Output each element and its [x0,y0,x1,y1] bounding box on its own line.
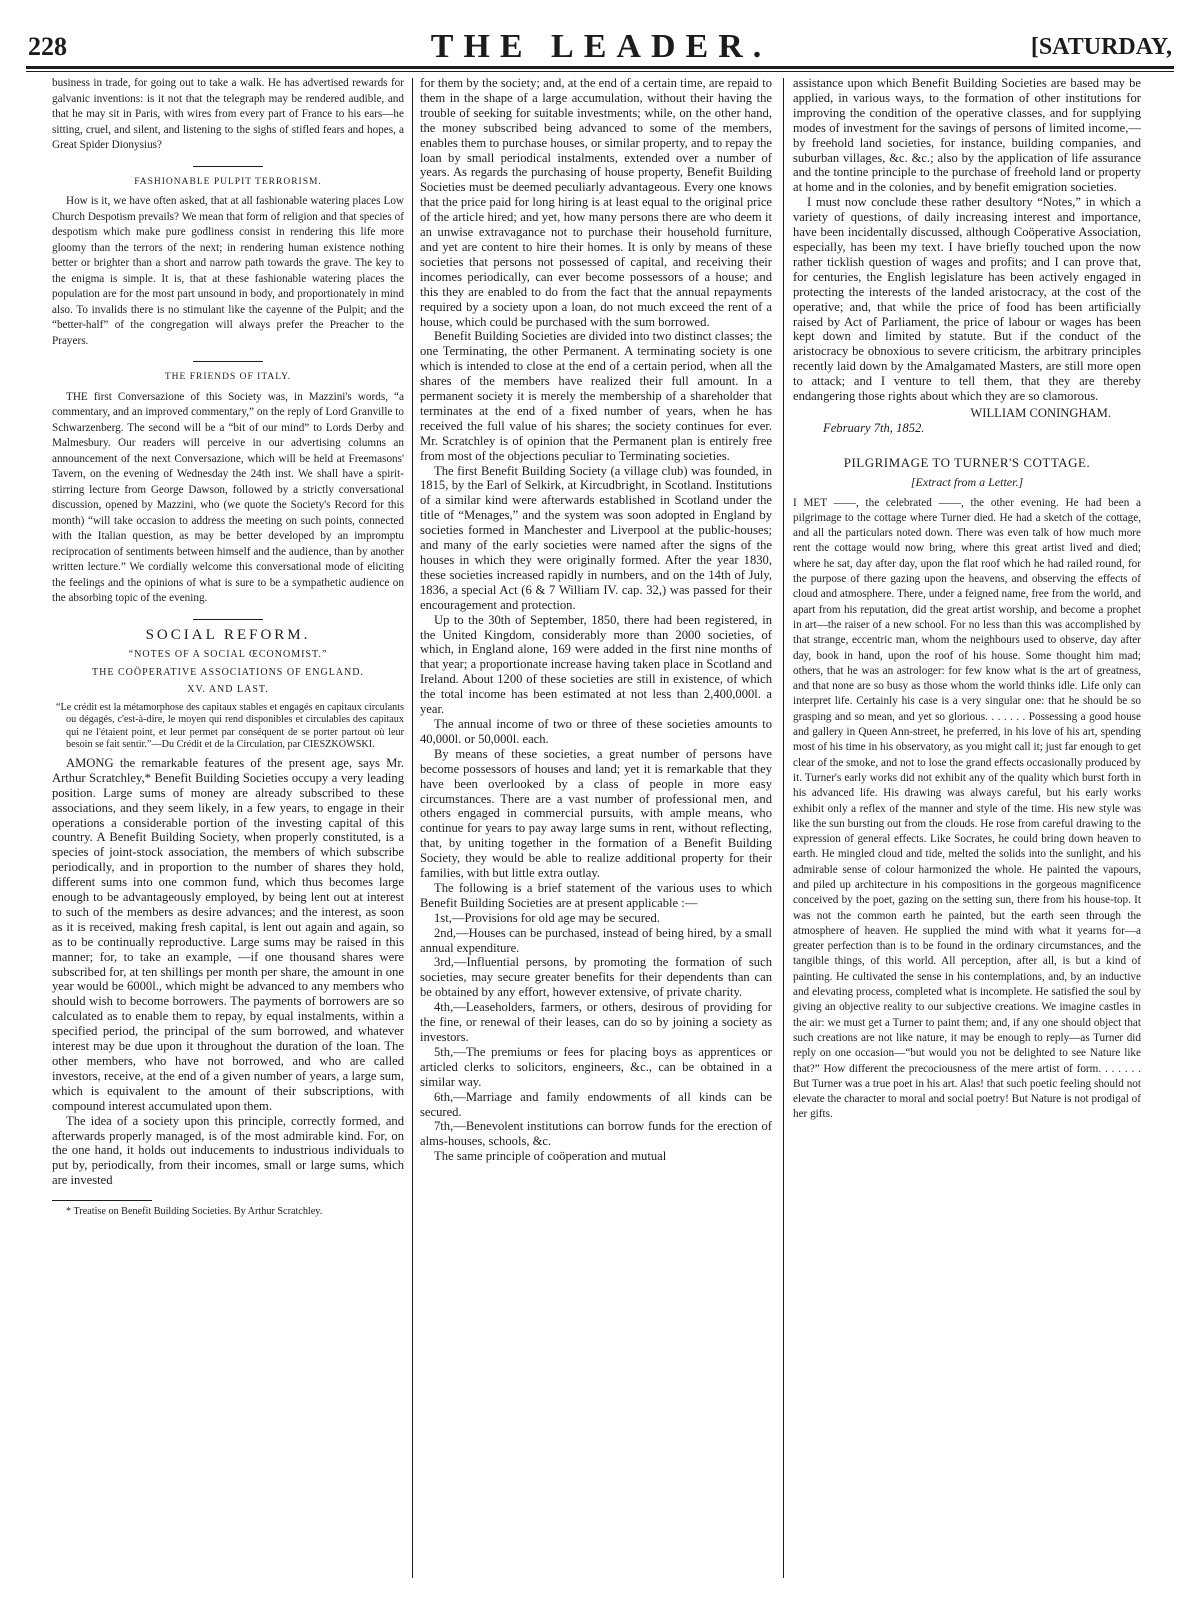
article-paragraph: THE first Conversazione of this Society was, in Mazzini's words, “a commentary, and an improved commentary,” on the reply of Lord Granville to Schwarzenberg. The second will be a “bit of our mind” to Lords Derby and Malmesbury. Our readers will perceive in our advertising columns an announcement of the next Conversazione, which will be held at Freemasons' Tavern, on the evening of Wednesday the 24th inst. We shall have a spirit-stirring lecture from George Dawson, followed by a strictly conversational discussion, opened by Mazzini, who (we quote the Society's Record for this month) “will take occasion to address the meeting on such points, connected with the Italian question, as may be better developed by an impromptu reciprocation of sentiments between himself and the audience, than by another written lecture.” We cordially welcome this conversational mode of eliciting the feelings and the opinions of what is sure to be a sympathetic audience on the absorbing topic of the evening. [52,390,404,604]
article-paragraph: for them by the society; and, at the end of a certain time, are repaid to them in the shape of a large accumulation, without their having the trouble of seeking for suitable investments; while, on the other hand, the money subscribed being advanced to some of the members, enables them to purchase houses, or similar property, and to repay the loan by small periodical instalments, extended over a number of years. As regards the purchasing of house property, Benefit Building Societies must be deemed peculiarly advantageous. Every one knows that the price paid for long hiring is at least equal to the original price of the article hired; and yet, how many persons there are who deem it an unwise extravagance not to purchase their household furniture, and yet are content to hire their homes. It is only by means of these societies that persons not possessed of capital, and receiving their incomes periodically, can ever become possessors of a house; and this they are enabled to do from the fact that the annual repayments required by a society upon a loan, do not much exceed the rent of a house, which could be purchased with the sum borrowed. [420,76,772,329]
column-2 [420,76,772,1586]
list-item: 6th,—Marriage and family endowments of all kinds can be secured. [420,1089,772,1119]
article-paragraph: I must now conclude these rather desultory “Notes,” in which a variety of questions, of daily increasing interest and importance, have been incidentally discussed, although Coöperative Association, especially, has been my text. I have briefly touched upon the now rather ticklish question of wages and profits; and I can prove that, for centuries, the English legislature has been actively engaged in protecting the interests of the landed aristocracy, at the cost of the operative; and, that while the price of food has been artificially raised by Act of Parliament, the price of labour or wages has been kept down and limited by statute. But if the conduct of the aristocracy be obnoxious to severe criticism, the arbitrary principles recently laid down by the Amalgamated Masters, are still more open to attack; and I venture to tell them, that they are thereby endangering those rights about which they are so clamorous. [793,195,1141,404]
article-paragraph: By means of these societies, a great number of persons have become possessors of houses and land; yet it is remarkable that they have been overlooked by a class of people in more easy circumstances. There are a vast number of professional men, and others engaged in commercial pursuits, with ample means, who continue for years to pay away large sums in rent, without reflecting, that, by uniting together in the formation of a Benefit Building Society, they would be able to realize additional property for their families, with but little extra outlay. [420,746,772,881]
list-item: 4th,—Leaseholders, farmers, or others, desirous of providing for the fine, or renewal of their leases, can do so by joining a society as investors. [420,1000,772,1044]
list-item: 3rd,—Influential persons, by promoting the formation of such societies, may secure greater benefits for their dependents than can be obtained by any effort, however extensive, of private charity. [420,955,772,1000]
article-paragraph: The same principle of coöperation and mutual [434,1149,667,1164]
article-title: PILGRIMAGE TO TURNER'S COTTAGE. [843,454,1091,470]
article-paragraph: Benefit Building Societies are divided into two distinct classes; the one Terminating, the other Permanent. A terminating society is one which is intended to close at the end of a certain period, when all the shares of the members have realized their full amount. In a permanent society it is merely the membership of a shareholder that terminates at the end of a fixed number of years, when he has received the full value of his shares; the society continues for ever. Mr. Scratchley is of opinion that the Permanent plan is entirely free from most of the objections peculiar to Terminating societies. [420,329,772,463]
header-rule-thin [26,71,1174,72]
newspaper-title: THE LEADER. [430,28,772,65]
article-paragraph: I MET ——, the celebrated ——, the other evening. He had been a pilgrimage to the cottage where Turner died. He had a sketch of the cottage, and all the particulars noted down. There was even talk of how much more rent the cottage would now bring, where this great artist lived and died; where he sat, day after day, upon the flat roof which he had railed round, for the purpose of there gazing upon the heavens, and observing the effects of cloud and atmosphere. There, under a feigned name, free from the world, and apart from his reputation, did the great artist worship, and become a prophet in art—the raiser of a new school. For no less than this was accomplished by that strange, eccentric man, whom the neighbours used to observe, day after day, book in hand, upon the roof of his house. Some thought him mad; others, that he was an astrologer: for few know what is the art of greatness, and that none are so busy as those whom the world thinks idle. Life only can interpret life. Certainly his case is a very singular one: that he should be so grasping and so mean, and yet so glorious. . . . . . . Possessing a good house and gallery in Queen Ann-street, he preferred, in his love of his art, spending most of his time in his observatory, as you might call it; just far enough to get clear of the smoke, and not to lose the grand effects occasionally produced by it. Turner's early works did not exhibit any of the quality which burst forth in his advanced life. His drawing was always careful, but his early works exhibit only a reflex of the manner and style of the time. His new style was like the sun bursting out from the clouds. He rose from careful drawing to the expression of general effects. Like Socrates, he could bring down heaven to earth. He mingled cloud and tide, melted the solids into the sunlight, and his admirable sense of colour harmonized the whole. He painted the vapours, and piled up architecture in his compositions in the gorgeous magnificence conceived by the poet, gazing on the setting sun, there from his house-top. It was not the common earth he painted, but the earth seen through the atmosphere of heaven. He supplied the mind with what it yearns for—a greater perfection than is to be found in the ordinary circumstances, and the tangible things, of this world. All perception, after all, is but a kind of painting. He cultivated the sense in his contemplations, and, by an inductive and elevating process, completed what is incomplete. He satisfied the soul by giving an objective reality to our subjective creations. We imagine castles in the air: we must get a Turner to paint them; and, if any one should object that such creations are not like nature, it may be enough to reply—as Turner did reply on one occasion—“but would you not be delighted to see Nature like that?” How different the precociousness of the mere artist of form. . . . . . . But Turner was a true poet in his art. Alas! that such poetic feeling should not elevate the character to moral and social poetry! But Nature is not prodigal of her gifts. [793,496,1141,1121]
column-3 [793,76,1141,1586]
list-item: 7th,—Benevolent institutions can borrow funds for the erection of alms-houses, schools, &c. [420,1119,772,1149]
section-divider [193,619,263,620]
issue-day: [SATURDAY, [1030,34,1172,60]
subheading: XV. AND LAST. [187,684,269,695]
article-paragraph: The following is a brief statement of the various uses to which Benefit Building Societies are at present applicable :— [420,880,772,910]
section-heading: FASHIONABLE PULPIT TERRORISM. [134,176,322,187]
page-number: 228 [28,32,67,61]
article-paragraph: assistance upon which Benefit Building Societies are based may be applied, in various ways, to the formation of other institutions for improving the condition of the operative classes, and for supplying modes of investment for the savings of persons of limited income,—by freehold land societies, for instance, building companies, and suburban villages, &c. &c.; also by the application of life assurance and the tontine principle to the purchase of freehold land or property at home and in the colonies, and by benefit emigration societies. [793,76,1141,195]
article-subtitle: [Extract from a Letter.] [910,474,1024,489]
author-signature: WILLIAM CONINGHAM. [970,405,1111,420]
footnote: * Treatise on Benefit Building Societies. By Arthur Scratchley. [66,1206,323,1218]
header-rule-thick [26,66,1174,69]
section-heading: THE FRIENDS OF ITALY. [164,372,292,382]
letter-date: February 7th, 1852. [823,420,925,435]
article-paragraph: business in trade, for going out to take a walk. He has advertised rewards for galvanic inventions: is it not that the telegraph may be rendered audible, and that he may sit in Paris, with wires from every part of France to his ears—he sitting, cruel, and silent, and listening to the sighs of stifled fears and hopes, a Great Spider Dionysius? [52,77,404,151]
article-paragraph: AMONG the remarkable features of the present age, says Mr. Arthur Scratchley,* Benefit Building Societies occupy a very leading position. Large sums of money are already subscribed to these associations, and they seem likely, in a few years, to engage in their operations a considerable portion of the investing capital of this country. A Benefit Building Society, when properly constituted, is a species of joint-stock association, the members of which subscribe periodically, and in proportion to the number of shares they hold, different sums into one common fund, which thus becomes large enough to be advantageously employed, by being lent out at interest to such of the members as desire advances; and the interest, as soon as it is received, making fresh capital, is lent out again and again, so as to be continually reproductive. Large sums may be raised in this manner; for, to take an example, —if one thousand shares were subscribed for, at ten shillings per month per share, the amount in one year would be 6000l., which might be advanced to any members who should wish to become borrowers. The payments of borrowers are so calculated as to enable them to repay, by equal instalments, within a specified period, the principal of the sum borrowed, and whatever interest may be due upon it throughout the duration of the loan. The other members, who have not borrowed, and who are called investors, receive, at the end of a given number of years, a large sum, which is equivalent to the amount of their subscriptions, with compound interest accumulated upon them. [52,755,404,1113]
column-1 [52,76,404,1586]
column-divider-2 [783,78,784,1578]
article-paragraph: Up to the 30th of September, 1850, there had been registered, in the United Kingdom, considerably more than 2000 societies, of which, in England alone, 169 were added in the first nine months of that year; a proportionate increase having taken place in Scotland and Ireland. About 1200 of these societies are still in existence, of which the total income has been estimated at not less than 2,400,000l. a year. [420,612,772,717]
page-header [26,28,1176,68]
article-paragraph: How is it, we have often asked, that at all fashionable watering places Low Church Despotism prevails? We mean that form of religion and that species of despotism which make pure godliness consist in rendering this life more gloomy than the terrors of the next; in rendering human existence nothing better or brighter than a short and narrow path towards the grave. The key to the enigma is simple. It is, that at these fashionable watering places the population are for the most part unsound in body, and proportionately in mind also. To invalids there is no stimulant like the cayenne of the Pulpit; and the “better-half” of the congregation will always prefer the Preacher to the Prayers. [52,195,404,347]
list-item: 5th,—The premiums or fees for placing boys as apprentices or articled clerks to solicitors, engineers, &c., can be obtained in a similar way. [420,1044,772,1089]
article-paragraph: The first Benefit Building Society (a village club) was founded, in 1815, by the Earl of Selkirk, at Kircudbright, in Scotland. Institutions of a similar kind were afterwards established in Scotland under the title of “Menages,” and the system was soon adopted in England by societies formed in Manchester and Liverpool at the public-houses; and many of the early societies were named after the signs of the houses in which they were originally formed. After the year 1830, these societies increased rapidly in numbers, and on the 14th of July, 1836, a special Act (6 & 7 William IV. cap. 32,) was passed for their encouragement and protection. [420,463,772,612]
section-title: SOCIAL REFORM. [145,626,311,643]
footnote-rule [52,1200,152,1201]
article-paragraph: The idea of a society upon this principle, correctly formed, and afterwards properly managed, is of the most admirable kind. For, on the one hand, it holds out inducements to industrious individuals to put by, periodically, from their incomes, small or large sums, which are invested [52,1113,404,1188]
epigraph-quote: “Le crédit est la métamorphose des capitaux stables et engagés en capitaux circulants ou dégagés, c'est-à-dire, le moyen qui rend disponibles et circulables des capitaux qui ne l'étaient point, et leur permet par conséquent de se porter partout où leur besoin se fait sentir.”—Du Crédit et de la Circulation, par CIESZKOWSKI. [56,701,404,751]
section-divider [193,361,263,362]
list-item: 2nd,—Houses can be purchased, instead of being hired, by a small annual expenditure. [420,925,772,955]
subheading: “NOTES OF A SOCIAL ŒCONOMIST.” [128,649,328,660]
subheading: THE COÖPERATIVE ASSOCIATIONS OF ENGLAND. [92,666,364,678]
article-paragraph: The annual income of two or three of these societies amounts to 40,000l. or 50,000l. each. [420,716,772,746]
column-divider-1 [412,78,413,1578]
list-item: 1st,—Provisions for old age may be secured. [434,910,660,925]
section-divider [193,166,263,167]
